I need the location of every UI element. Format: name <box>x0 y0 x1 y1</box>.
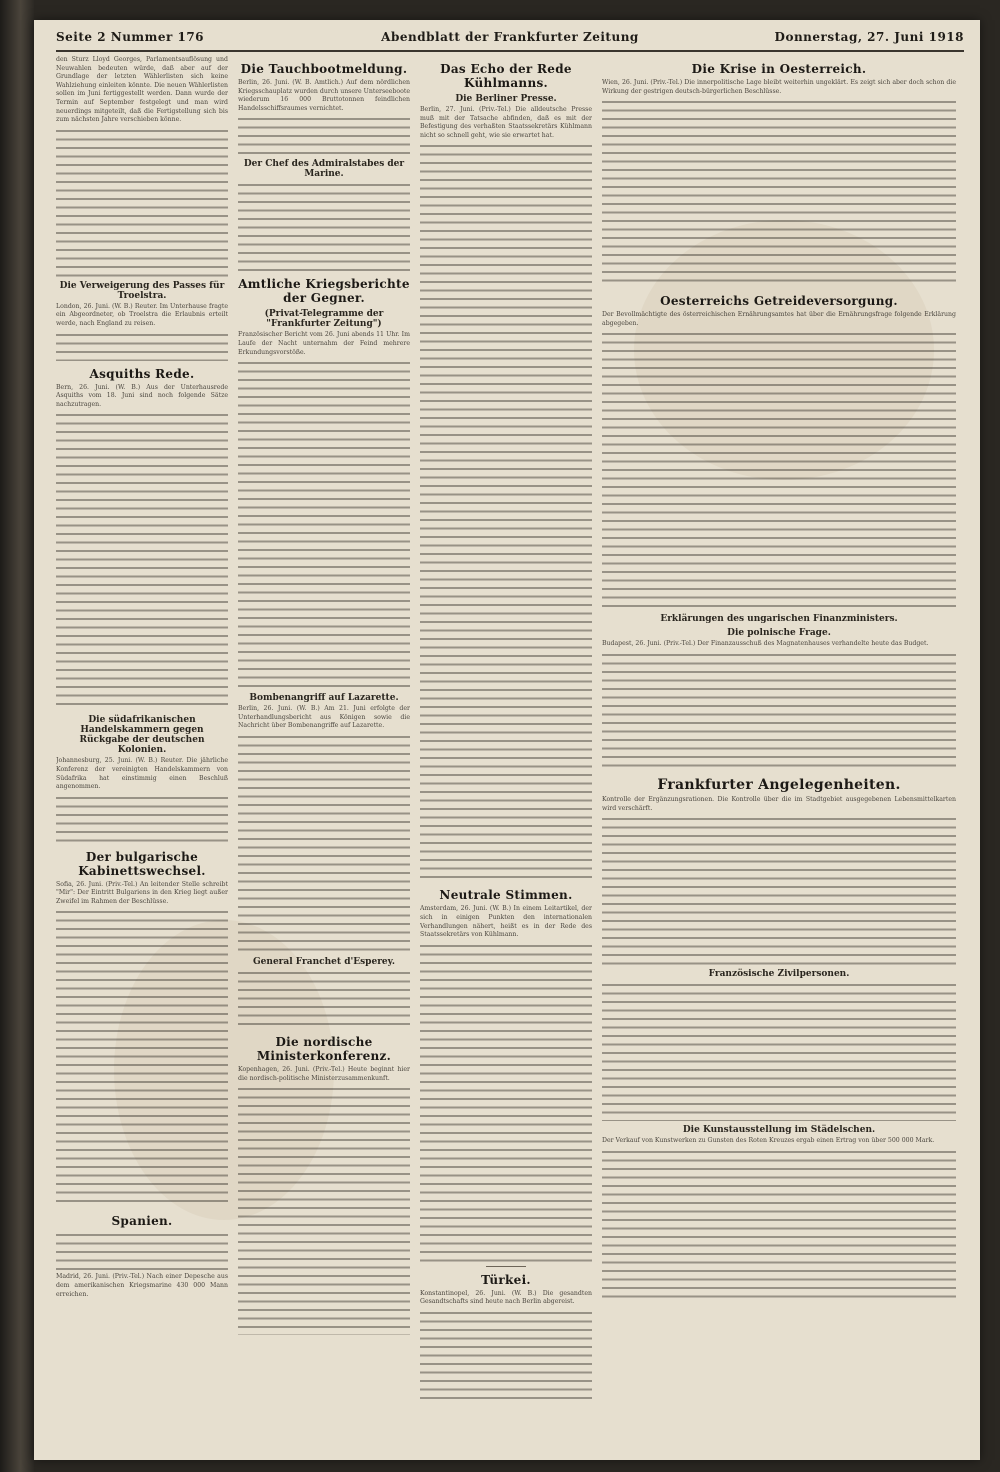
article-text: Madrid, 26. Juni. (Priv.-Tel.) Nach einer Depesche aus dem amerikanischen Kriegsmarine 430 000 Mann erreichen. <box>56 1273 228 1298</box>
text-block <box>420 142 592 882</box>
article-text: Johannesburg, 25. Juni. (W. B.) Reuter. Die jährliche Konferenz der vereinigten Handelskammern von Südafrika hat einstimmig einen Beschluß angenommen. <box>56 757 228 791</box>
text-block <box>56 127 228 277</box>
article-text: Bern, 26. Juni. (W. B.) Aus der Unterhausrede Asquiths vom 18. Juni sind noch folgende Sätze nachzutragen. <box>56 383 228 408</box>
text-block <box>602 981 956 1121</box>
article-subheadline: General Franchet d'Esperey. <box>253 956 395 967</box>
text-block <box>56 331 228 361</box>
text-block <box>602 1148 956 1298</box>
text-block <box>420 942 592 1262</box>
text-block <box>56 411 228 711</box>
text-block <box>56 908 228 1208</box>
issue-date: Donnerstag, 27. Juni 1918 <box>774 30 964 44</box>
article-headline: Erklärungen des ungarischen Finanzministers. <box>660 614 898 625</box>
article-columns <box>56 56 964 1448</box>
article-headline: Oesterreichs Getreideversorgung. <box>660 294 898 309</box>
text-block <box>238 733 410 953</box>
column-1 <box>56 56 228 1448</box>
article-text: Berlin, 26. Juni. (W. B.) Am 21. Juni erfolgte der Unterhandlungsbericht aus Königen sowie die Nachricht über Bombenangriffe auf Lazarette. <box>238 705 410 730</box>
article-text: Budapest, 26. Juni. (Priv.-Tel.) Der Finanzausschuß des Magnatenhauses verhandelte heute das Budget. <box>602 640 929 648</box>
article-text: Berlin, 26. Juni. (W. B. Amtlich.) Auf dem nördlichen Kriegsschauplatz wurden durch unsere Unterseeboote wiederum 16 000 Bruttotonnen feindlichen Handelsschiffsraumes vernichtet. <box>238 79 410 112</box>
article-text: Amsterdam, 26. Juni. (W. B.) In einem Leitartikel, der sich in einigen Punkten den internationalen Verhandlungen nähert, heißt es in der Rede des Staatssekretärs von Kühlmann. <box>420 905 592 939</box>
divider <box>486 1266 526 1267</box>
binding-spine <box>0 0 34 1472</box>
text-block <box>56 1231 228 1271</box>
article-text: den Sturz Lloyd Georges, Parlamentsauflösung und Neuwahlen bedeuten würde, daß aber auf der Grundlage der letzten Wählerlisten sich keine Wahlziehung einleiten könnte. Die neuen Wählerlisten sollen im Juni fertiggestellt werden. Dann wurde der Termin auf September festgelegt und man wird neuerdings mitgeteilt, daß die Fertigstellung sich bis zum nächsten Jahre verschieben könne. <box>56 56 228 124</box>
newspaper-title: Abendblatt der Frankfurter Zeitung <box>381 30 639 44</box>
article-headline: Bombenangriff auf Lazarette. <box>249 693 399 704</box>
text-block <box>602 330 956 610</box>
article-headline: Amtliche Kriegsberichte der Gegner. <box>238 277 410 306</box>
article-text: Wien, 26. Juni. (Priv.-Tel.) Die innerpolitische Lage bleibt weiterhin ungeklärt. Es zeigt sich aber doch schon die Wirkung der gestrigen deutsch-bürgerlichen Beschlüsse. <box>602 79 956 95</box>
article-headline: Der bulgarische Kabinettswechsel. <box>78 849 206 878</box>
text-block <box>238 969 410 1029</box>
article-text: London, 26. Juni. (W. B.) Reuter. Im Unterhause fragte ein Abgeordneter, ob Troelstra die Erlaubnis erteilt werde, nach England zu reisen. <box>56 302 228 327</box>
article-headline: Asquiths Rede. <box>89 366 195 381</box>
article-text: Kopenhagen, 26. Juni. (Priv.-Tel.) Heute beginnt hier die nordisch-politische Ministerzusammenkunft. <box>238 1065 410 1082</box>
article-headline: Die nordische Ministerkonferenz. <box>256 1034 392 1063</box>
article-text: Konstantinopel, 26. Juni. (W. B.) Die gesandten Gesandtschafts sind heute nach Berlin abgereist. <box>420 1289 592 1306</box>
article-text: Der Verkauf von Kunstwerken zu Gunsten des Roten Kreuzes ergab einen Ertrag von über 500 000 Mark. <box>602 1137 935 1145</box>
article-text: Französischer Bericht vom 26. Juni abends 11 Uhr. Im Laufe der Nacht unternahm der Feind mehrere Erkundungsvorstöße. <box>238 331 410 356</box>
article-headline: Das Echo der Rede Kühlmanns. <box>440 62 572 90</box>
text-block <box>602 98 956 288</box>
masthead <box>56 28 964 52</box>
article-subheadline: Französische Zivilpersonen. <box>708 969 850 980</box>
article-headline: Die südafrikanischen Handelskammern gegen Rückgabe der deutschen Kolonien. <box>79 715 205 756</box>
text-block <box>238 115 410 155</box>
text-block <box>238 1085 410 1335</box>
article-headline: Die Tauchbootmeldung. <box>240 62 408 76</box>
article-text: Berlin, 27. Juni. (Priv.-Tel.) Die alldeutsche Presse muß mit der Tatsache abfinden, daß es mit der Befestigung des verhaßten Staatssekretärs Kühlmann nicht so schnell geht, wie sie erwartet hat. <box>420 106 592 139</box>
text-block <box>238 181 410 271</box>
newspaper-page <box>34 20 980 1460</box>
article-text: Der Bevollmächtigte des österreichischen Ernährungsamtes hat über die Ernährungsfrage folgende Erklärung abgegeben. <box>602 311 956 327</box>
article-subheadline: Der Chef des Admiralstabes der Marine. <box>243 159 405 180</box>
text-block <box>238 359 410 689</box>
column-2 <box>238 56 410 1448</box>
article-subheadline: Die Kunstausstellung im Städelschen. <box>682 1125 876 1136</box>
article-headline: Spanien. <box>111 1214 173 1229</box>
text-block <box>602 651 956 771</box>
article-text: Kontrolle der Ergänzungsrationen. Die Kontrolle über die im Stadtgebiet ausgegebenen Lebensmittelkarten wird verschärft. <box>602 795 956 812</box>
article-headline: Die Verweigerung des Passes für Troelstra. <box>59 280 225 301</box>
article-subheadline: (Privat-Telegramme der "Frankfurter Zeitung") <box>264 309 384 330</box>
article-subheadline: Die Berliner Presse. <box>455 94 557 104</box>
article-headline: Türkei. <box>481 1272 531 1287</box>
text-block <box>420 1309 592 1399</box>
article-text: Sofia, 26. Juni. (Priv.-Tel.) An leitender Stelle schreibt "Mir": Der Eintritt Bulgariens in den Krieg liegt außer Zweifel im Rahmen der Beschlüsse. <box>56 880 228 905</box>
page-number: Seite 2 Nummer 176 <box>56 30 205 44</box>
article-headline: Neutrale Stimmen. <box>439 888 573 903</box>
text-block <box>602 815 956 965</box>
column-4 <box>602 56 956 1448</box>
article-subheadline: Die polnische Frage. <box>727 628 831 639</box>
text-block <box>56 794 228 844</box>
article-headline: Die Krise in Oesterreich. <box>691 62 867 76</box>
article-headline: Frankfurter Angelegenheiten. <box>657 776 901 793</box>
column-3 <box>420 56 592 1448</box>
